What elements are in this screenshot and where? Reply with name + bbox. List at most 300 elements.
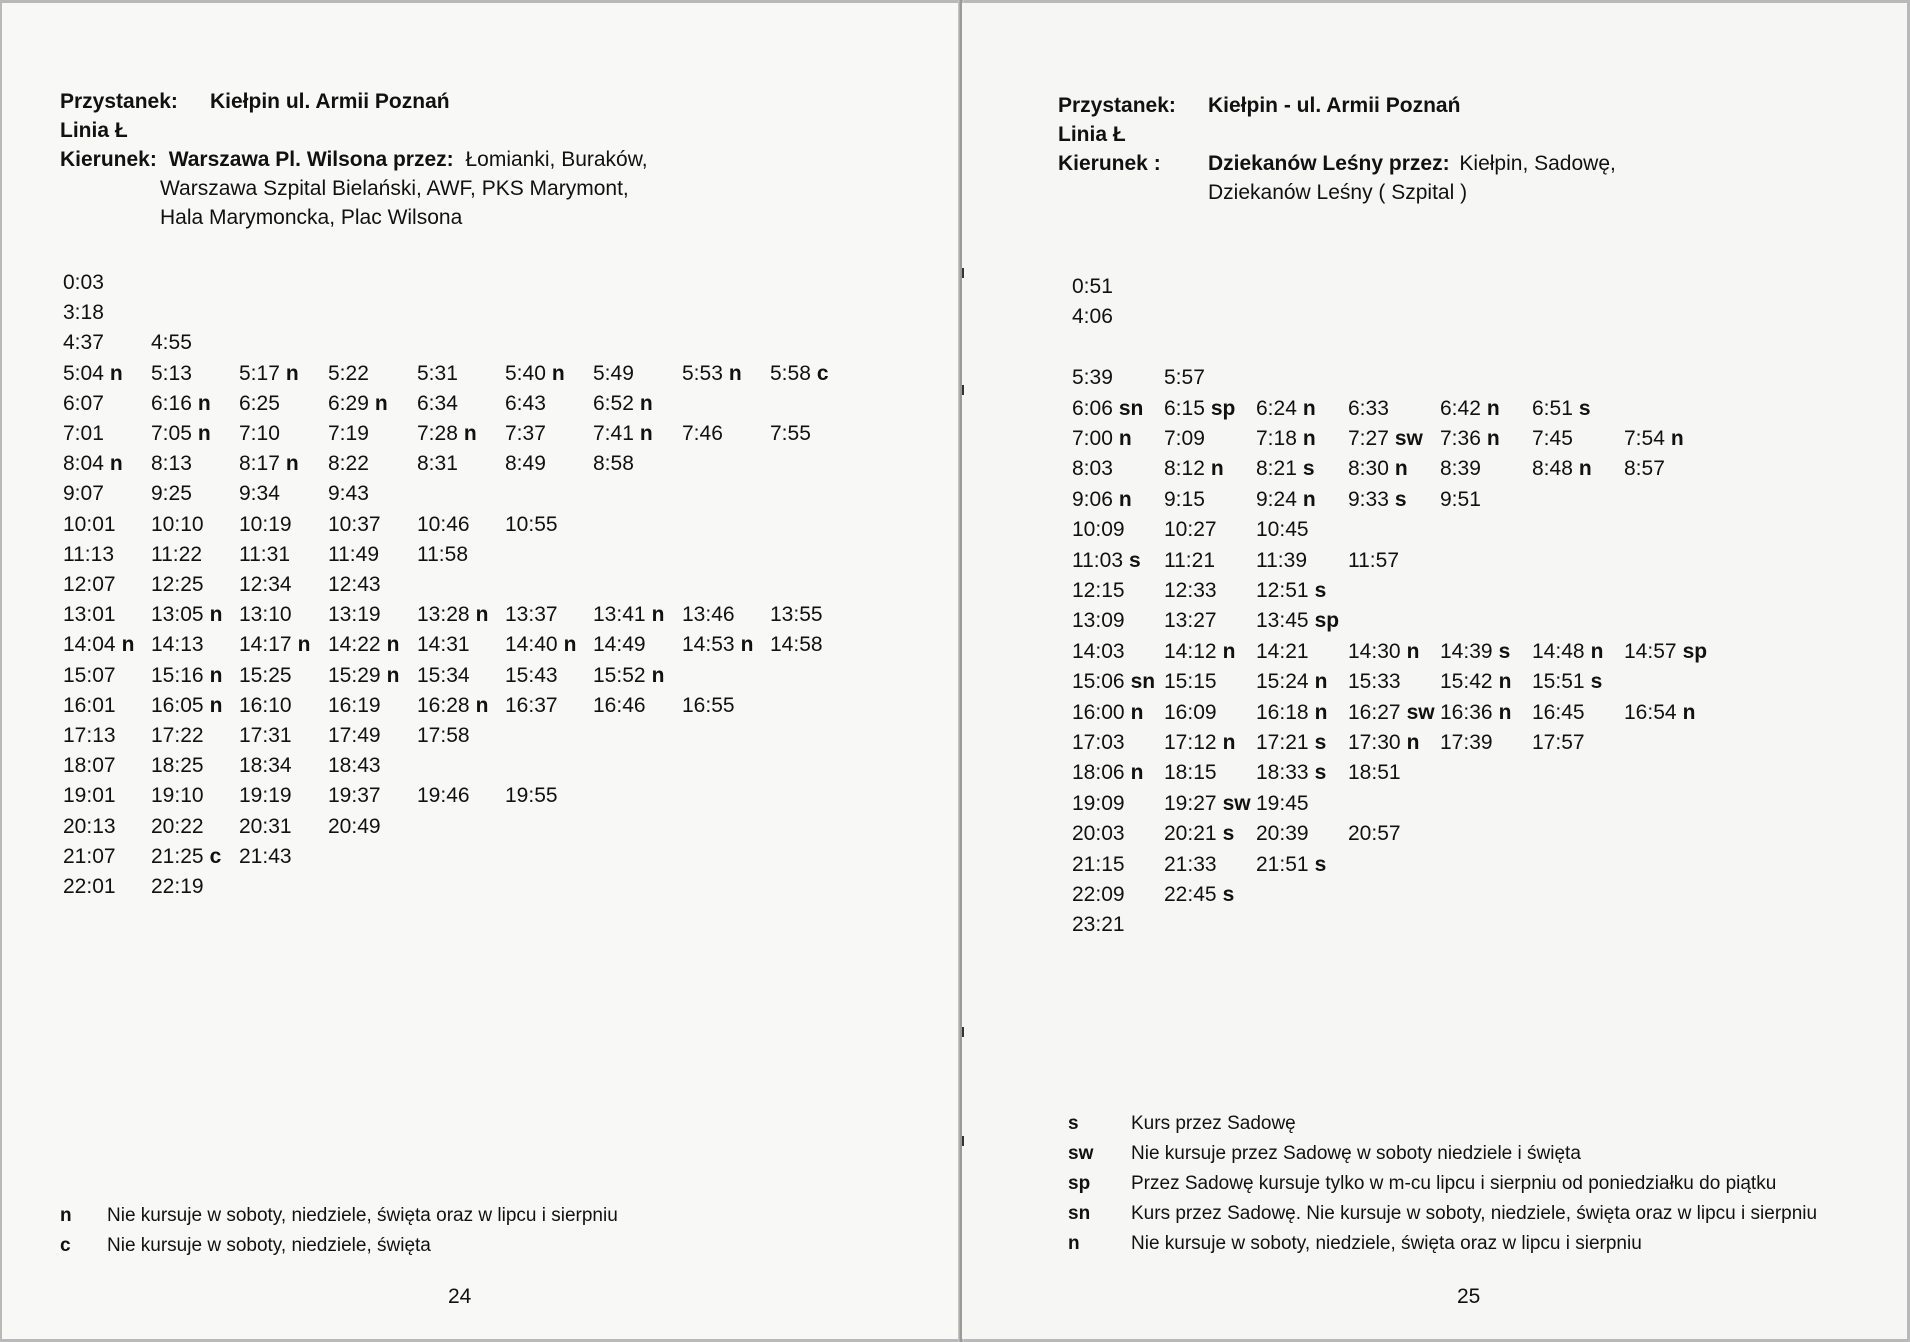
departure-time: 10:46 bbox=[417, 512, 470, 536]
direction-label: Kierunek: bbox=[60, 148, 157, 171]
departure-time: 15:29 n bbox=[328, 663, 400, 687]
departure-time: 9:51 bbox=[1440, 487, 1481, 511]
departure-time: 14:04 n bbox=[63, 633, 135, 657]
gutter-mark bbox=[962, 1136, 964, 1146]
departure-time: 16:10 bbox=[239, 693, 292, 717]
departure-note-code: sn bbox=[1118, 396, 1144, 420]
direction-label: Kierunek : bbox=[1058, 152, 1161, 175]
departure-note-code: s bbox=[1394, 487, 1407, 511]
departure-note-code: n bbox=[639, 422, 653, 445]
departure-time: 5:22 bbox=[328, 361, 369, 385]
departure-note-code: n bbox=[209, 663, 223, 687]
gutter-mark bbox=[962, 1027, 964, 1037]
departure-time: 11:49 bbox=[328, 542, 379, 566]
departure-time: 13:09 bbox=[1072, 609, 1125, 633]
legend-key: sp bbox=[1068, 1173, 1091, 1194]
departure-time: 6:52 n bbox=[593, 391, 653, 415]
departure-time: 8:13 bbox=[151, 452, 192, 476]
departure-time: 8:58 bbox=[593, 452, 634, 476]
departure-time: 13:28 n bbox=[417, 603, 489, 627]
departure-time: 8:22 bbox=[328, 452, 369, 476]
legend-text: Kurs przez Sadowę. Nie kursuje w soboty, niedziele, święta oraz w lipcu i sierpniu bbox=[1131, 1203, 1818, 1224]
departure-note-code: n bbox=[1486, 396, 1500, 420]
departure-note-code: n bbox=[209, 603, 223, 627]
departure-time: 18:07 bbox=[63, 754, 116, 778]
departure-time: 14:40 n bbox=[505, 633, 577, 657]
departure-time: 16:45 bbox=[1532, 700, 1585, 724]
departure-time: 13:19 bbox=[328, 603, 381, 627]
departure-time: 13:55 bbox=[770, 603, 823, 627]
departure-time: 11:13 bbox=[63, 542, 114, 566]
departure-time: 7:46 bbox=[682, 422, 723, 445]
departure-note-code: n bbox=[1118, 487, 1132, 511]
stop-name: Kiełpin ul. Armii Poznań bbox=[210, 90, 450, 113]
departure-note-code: n bbox=[386, 633, 400, 657]
departure-note-code: s bbox=[1590, 670, 1603, 694]
departure-time: 13:05 n bbox=[151, 603, 223, 627]
departure-time: 15:15 bbox=[1164, 670, 1217, 694]
departure-time: 17:39 bbox=[1440, 731, 1493, 754]
departure-time: 17:12 n bbox=[1164, 731, 1236, 754]
departure-note-code: n bbox=[1210, 457, 1224, 481]
departure-note-code: n bbox=[1578, 457, 1592, 481]
departure-note-code: sp bbox=[1210, 396, 1236, 420]
departure-time: 14:49 bbox=[593, 633, 646, 657]
departure-time: 16:19 bbox=[328, 693, 381, 717]
departure-time: 16:09 bbox=[1164, 700, 1217, 724]
departure-time: 18:06 n bbox=[1072, 761, 1144, 785]
departure-time: 4:06 bbox=[1072, 305, 1113, 329]
departure-time: 8:31 bbox=[417, 452, 458, 476]
departure-time: 6:15 sp bbox=[1164, 396, 1236, 420]
departure-time: 13:01 bbox=[63, 603, 116, 627]
departure-note-code: sp bbox=[1682, 639, 1708, 663]
departure-note-code: n bbox=[1682, 700, 1696, 724]
departure-time: 20:13 bbox=[63, 814, 116, 838]
departure-time: 9:24 n bbox=[1256, 487, 1316, 511]
departure-note-code: n bbox=[197, 391, 211, 415]
departure-note-code: n bbox=[551, 361, 565, 385]
departure-time: 21:51 s bbox=[1256, 852, 1327, 876]
departure-time: 15:51 s bbox=[1532, 670, 1603, 694]
departure-time: 13:41 n bbox=[593, 603, 665, 627]
departure-time: 19:37 bbox=[328, 784, 381, 808]
departure-time: 10:37 bbox=[328, 512, 381, 536]
departure-time: 15:43 bbox=[505, 663, 558, 687]
direction-name: Dziekanów Leśny przez: bbox=[1208, 152, 1450, 175]
departure-time: 18:33 s bbox=[1256, 761, 1327, 785]
departure-time: 19:45 bbox=[1256, 791, 1309, 815]
departure-time: 10:01 bbox=[63, 512, 116, 536]
departure-time: 6:06 sn bbox=[1072, 396, 1144, 420]
departure-note-code: n bbox=[1222, 639, 1236, 663]
departure-time: 0:03 bbox=[63, 271, 104, 294]
departure-time: 19:55 bbox=[505, 784, 558, 808]
departure-time: 9:33 s bbox=[1348, 487, 1407, 511]
departure-time: 5:58 c bbox=[770, 361, 829, 385]
departure-time: 13:45 sp bbox=[1256, 609, 1340, 633]
departure-note-code: n bbox=[639, 391, 653, 415]
departure-time: 5:13 bbox=[151, 361, 192, 385]
departure-time: 10:09 bbox=[1072, 518, 1125, 542]
departure-time: 8:39 bbox=[1440, 457, 1481, 481]
departure-time: 6:07 bbox=[63, 391, 104, 415]
departure-note-code: s bbox=[1302, 457, 1315, 481]
departure-note-code: n bbox=[563, 633, 577, 657]
departure-time: 13:46 bbox=[682, 603, 735, 627]
departure-time: 20:03 bbox=[1072, 822, 1125, 846]
left-page bbox=[2, 3, 960, 1339]
departure-time: 20:39 bbox=[1256, 822, 1309, 846]
line-label: Linia Ł bbox=[1058, 123, 1126, 146]
departure-time: 22:01 bbox=[63, 875, 116, 898]
departure-note-code: n bbox=[1670, 427, 1684, 450]
departure-note-code: n bbox=[1130, 700, 1144, 724]
via-line-2: Warszawa Szpital Bielański, AWF, PKS Marymont, bbox=[160, 177, 629, 200]
departure-time: 14:17 n bbox=[239, 633, 311, 657]
departure-note-code: n bbox=[285, 452, 299, 476]
departure-time: 14:39 s bbox=[1440, 639, 1511, 663]
departure-time: 21:25 c bbox=[151, 844, 222, 868]
departure-time: 9:34 bbox=[239, 482, 280, 506]
departure-time: 18:43 bbox=[328, 754, 381, 778]
departure-time: 6:29 n bbox=[328, 391, 388, 415]
departure-time: 6:51 s bbox=[1532, 396, 1591, 420]
departure-time: 10:27 bbox=[1164, 518, 1217, 542]
departure-note-code: n bbox=[728, 361, 742, 385]
departure-time: 14:12 n bbox=[1164, 639, 1236, 663]
departure-time: 7:05 n bbox=[151, 422, 211, 445]
departure-note-code: sw bbox=[1394, 427, 1423, 450]
legend-key: s bbox=[1068, 1113, 1079, 1134]
departure-time: 16:46 bbox=[593, 693, 646, 717]
departure-note-code: s bbox=[1129, 548, 1141, 572]
departure-time: 11:21 bbox=[1164, 548, 1215, 572]
departure-note-code: n bbox=[1498, 700, 1512, 724]
departure-time: 14:30 n bbox=[1348, 639, 1420, 663]
departure-time: 12:43 bbox=[328, 573, 381, 596]
departure-time: 7:36 n bbox=[1440, 427, 1500, 450]
departure-note-code: s bbox=[1222, 822, 1235, 846]
departure-note-code: n bbox=[1302, 487, 1316, 511]
stop-label: Przystanek: bbox=[60, 90, 178, 113]
gutter-mark bbox=[962, 268, 964, 278]
departure-note-code: n bbox=[1486, 427, 1500, 450]
departure-time: 9:06 n bbox=[1072, 487, 1132, 511]
departure-time: 9:07 bbox=[63, 482, 104, 506]
departure-note-code: n bbox=[109, 361, 123, 385]
departure-note-code: sw bbox=[1222, 791, 1251, 815]
via-line-3: Hala Marymoncka, Plac Wilsona bbox=[160, 206, 463, 229]
departure-time: 23:21 bbox=[1072, 913, 1125, 937]
departure-note-code: s bbox=[1222, 883, 1235, 906]
departure-time: 16:00 n bbox=[1072, 700, 1144, 724]
departure-time: 17:30 n bbox=[1348, 731, 1420, 754]
departure-time: 20:49 bbox=[328, 814, 381, 838]
departure-time: 6:43 bbox=[505, 391, 546, 415]
legend-text: Nie kursuje przez Sadowę w soboty niedziele i święta bbox=[1131, 1143, 1581, 1164]
departure-time: 20:57 bbox=[1348, 822, 1401, 846]
departure-time: 14:22 n bbox=[328, 633, 400, 657]
departure-note-code: n bbox=[740, 633, 754, 657]
departure-time: 15:06 sn bbox=[1072, 670, 1156, 694]
departure-time: 12:51 s bbox=[1256, 579, 1327, 602]
departure-note-code: n bbox=[1130, 761, 1144, 785]
right-header bbox=[1058, 91, 1616, 207]
departure-time: 6:42 n bbox=[1440, 396, 1500, 420]
departure-time: 13:27 bbox=[1164, 609, 1217, 633]
departure-time: 17:49 bbox=[328, 724, 381, 747]
departure-time: 7:55 bbox=[770, 422, 811, 445]
legend-key: n bbox=[60, 1205, 72, 1226]
departure-time: 16:01 bbox=[63, 693, 116, 717]
departure-time: 7:28 n bbox=[417, 422, 477, 445]
departure-time: 14:48 n bbox=[1532, 639, 1604, 663]
direction-name: Warszawa Pl. Wilsona przez: bbox=[168, 148, 454, 171]
departure-time: 21:15 bbox=[1072, 852, 1125, 876]
departure-time: 11:58 bbox=[417, 542, 468, 566]
departure-time: 7:45 bbox=[1532, 427, 1573, 450]
departure-note-code: n bbox=[386, 663, 400, 687]
departure-note-code: s bbox=[1498, 639, 1511, 663]
departure-time: 5:53 n bbox=[682, 361, 742, 385]
departure-time: 13:10 bbox=[239, 603, 292, 627]
departure-time: 8:17 n bbox=[239, 452, 299, 476]
departure-time: 6:24 n bbox=[1256, 396, 1316, 420]
departure-time: 8:21 s bbox=[1256, 457, 1315, 481]
departure-note-code: n bbox=[197, 422, 211, 445]
departure-time: 16:55 bbox=[682, 693, 735, 717]
stop-name: Kiełpin - ul. Armii Poznań bbox=[1208, 94, 1461, 117]
departure-note-code: n bbox=[463, 422, 477, 445]
departure-time: 17:03 bbox=[1072, 731, 1125, 754]
departure-time: 10:10 bbox=[151, 512, 204, 536]
departure-time: 11:39 bbox=[1256, 548, 1307, 572]
departure-time: 11:57 bbox=[1348, 548, 1399, 572]
legend-text: Przez Sadowę kursuje tylko w m-cu lipcu i sierpniu od poniedziałku do piątku bbox=[1131, 1173, 1777, 1194]
departure-time: 16:54 n bbox=[1624, 700, 1696, 724]
departure-time: 22:45 s bbox=[1164, 883, 1235, 906]
gutter-mark bbox=[962, 385, 964, 395]
departure-note-code: c bbox=[816, 361, 829, 385]
departure-note-code: n bbox=[1302, 396, 1316, 420]
departure-time: 5:17 n bbox=[239, 361, 299, 385]
departure-time: 20:31 bbox=[239, 814, 292, 838]
via-line-2: Dziekanów Leśny ( Szpital ) bbox=[1208, 181, 1468, 204]
departure-time: 20:22 bbox=[151, 814, 204, 838]
departure-time: 19:01 bbox=[63, 784, 116, 808]
departure-time: 14:57 sp bbox=[1624, 639, 1708, 663]
departure-time: 6:34 bbox=[417, 391, 458, 415]
departure-time: 8:12 n bbox=[1164, 457, 1224, 481]
departure-time: 0:51 bbox=[1072, 275, 1113, 298]
departure-time: 8:04 n bbox=[63, 452, 123, 476]
departure-note-code: n bbox=[1314, 700, 1328, 724]
departure-time: 19:27 sw bbox=[1164, 791, 1251, 815]
departure-note-code: n bbox=[109, 452, 123, 476]
departure-time: 13:37 bbox=[505, 603, 558, 627]
stop-label: Przystanek: bbox=[1058, 94, 1176, 117]
departure-time: 17:31 bbox=[239, 724, 292, 747]
departure-note-code: sn bbox=[1130, 670, 1156, 694]
departure-time: 15:52 n bbox=[593, 663, 665, 687]
departure-time: 15:25 bbox=[239, 663, 292, 687]
departure-time: 14:13 bbox=[151, 633, 204, 657]
right-page bbox=[962, 3, 1907, 1339]
legend-key: c bbox=[60, 1235, 71, 1256]
departure-time: 16:18 n bbox=[1256, 700, 1328, 724]
departure-note-code: n bbox=[1406, 639, 1420, 663]
departure-time: 21:43 bbox=[239, 844, 292, 868]
departure-note-code: n bbox=[121, 633, 135, 657]
legend-key: sn bbox=[1068, 1203, 1091, 1224]
departure-time: 11:03 s bbox=[1072, 548, 1141, 572]
departure-note-code: sp bbox=[1314, 609, 1340, 633]
departure-time: 18:15 bbox=[1164, 761, 1217, 785]
departure-time: 16:36 n bbox=[1440, 700, 1512, 724]
departure-note-code: n bbox=[1222, 731, 1236, 754]
departure-time: 11:31 bbox=[239, 542, 290, 566]
departure-time: 8:49 bbox=[505, 452, 546, 476]
departure-note-code: n bbox=[1498, 670, 1512, 694]
departure-time: 5:31 bbox=[417, 361, 458, 385]
departure-note-code: sw bbox=[1406, 700, 1435, 724]
departure-note-code: n bbox=[475, 693, 489, 717]
departure-time: 7:37 bbox=[505, 422, 546, 445]
departure-time: 12:34 bbox=[239, 573, 292, 596]
departure-time: 14:03 bbox=[1072, 639, 1125, 663]
departure-time: 4:55 bbox=[151, 331, 192, 355]
departure-time: 5:04 n bbox=[63, 361, 123, 385]
departure-time: 22:09 bbox=[1072, 883, 1125, 906]
legend-text: Kurs przez Sadowę bbox=[1131, 1113, 1296, 1134]
departure-time: 15:24 n bbox=[1256, 670, 1328, 694]
departure-time: 10:45 bbox=[1256, 518, 1309, 542]
departure-note-code: n bbox=[1406, 731, 1420, 754]
departure-note-code: n bbox=[651, 663, 665, 687]
departure-time: 7:00 n bbox=[1072, 427, 1132, 450]
left-header bbox=[60, 87, 648, 232]
departure-note-code: s bbox=[1314, 579, 1327, 602]
departure-note-code: n bbox=[1314, 670, 1328, 694]
departure-time: 17:57 bbox=[1532, 731, 1585, 754]
departure-time: 7:10 bbox=[239, 422, 280, 445]
departure-time: 17:21 s bbox=[1256, 731, 1327, 754]
departure-time: 14:58 bbox=[770, 633, 823, 657]
departure-time: 19:19 bbox=[239, 784, 292, 808]
departure-time: 11:22 bbox=[151, 542, 202, 566]
departure-time: 16:37 bbox=[505, 693, 558, 717]
departure-time: 17:22 bbox=[151, 724, 204, 747]
legend-text: Nie kursuje w soboty, niedziele, święta oraz w lipcu i sierpniu bbox=[1131, 1233, 1642, 1254]
departure-time: 7:18 n bbox=[1256, 427, 1316, 450]
departure-time: 12:15 bbox=[1072, 579, 1125, 602]
departure-time: 8:03 bbox=[1072, 457, 1113, 481]
departure-note-code: n bbox=[651, 603, 665, 627]
departure-time: 17:58 bbox=[417, 724, 470, 747]
departure-note-code: s bbox=[1314, 852, 1327, 876]
page-number: 25 bbox=[1457, 1285, 1481, 1308]
departure-time: 8:30 n bbox=[1348, 457, 1408, 481]
departure-time: 7:27 sw bbox=[1348, 427, 1423, 450]
line-label: Linia Ł bbox=[60, 119, 128, 142]
departure-time: 16:27 sw bbox=[1348, 700, 1435, 724]
departure-note-code: s bbox=[1314, 731, 1327, 754]
departure-time: 12:07 bbox=[63, 573, 116, 596]
departure-note-code: s bbox=[1314, 761, 1327, 785]
departure-time: 3:18 bbox=[63, 301, 104, 325]
departure-time: 10:55 bbox=[505, 512, 558, 536]
departure-time: 7:54 n bbox=[1624, 427, 1684, 450]
departure-time: 20:21 s bbox=[1164, 822, 1235, 846]
departure-note-code: s bbox=[1578, 396, 1591, 420]
departure-time: 15:16 n bbox=[151, 663, 223, 687]
departure-time: 6:33 bbox=[1348, 396, 1389, 420]
departure-time: 10:19 bbox=[239, 512, 292, 536]
departure-time: 7:01 bbox=[63, 422, 104, 445]
departure-time: 4:37 bbox=[63, 331, 104, 355]
departure-note-code: n bbox=[1394, 457, 1408, 481]
departure-time: 14:21 bbox=[1256, 639, 1309, 663]
departure-time: 19:10 bbox=[151, 784, 204, 808]
departure-time: 9:15 bbox=[1164, 487, 1205, 511]
departure-time: 15:07 bbox=[63, 663, 116, 687]
departure-time: 19:46 bbox=[417, 784, 470, 808]
departure-note-code: n bbox=[209, 693, 223, 717]
departure-time: 7:09 bbox=[1164, 427, 1205, 450]
departure-time: 5:39 bbox=[1072, 366, 1113, 390]
departure-time: 14:31 bbox=[417, 633, 470, 657]
departure-time: 21:07 bbox=[63, 844, 116, 868]
departure-note-code: n bbox=[297, 633, 311, 657]
page-number: 24 bbox=[448, 1285, 472, 1308]
departure-note-code: n bbox=[285, 361, 299, 385]
departure-time: 16:05 n bbox=[151, 693, 223, 717]
legend-key: n bbox=[1068, 1233, 1080, 1254]
departure-note-code: c bbox=[209, 844, 222, 868]
via-line-1: Kiełpin, Sadowę, bbox=[1459, 152, 1616, 175]
departure-time: 19:09 bbox=[1072, 791, 1125, 815]
departure-time: 22:19 bbox=[151, 875, 204, 898]
departure-time: 15:34 bbox=[417, 663, 470, 687]
departure-time: 16:28 n bbox=[417, 693, 489, 717]
departure-time: 18:51 bbox=[1348, 761, 1401, 785]
departure-note-code: n bbox=[1590, 639, 1604, 663]
departure-time: 21:33 bbox=[1164, 852, 1217, 876]
departure-time: 9:25 bbox=[151, 482, 192, 506]
departure-time: 5:57 bbox=[1164, 366, 1205, 390]
departure-time: 9:43 bbox=[328, 482, 369, 506]
departure-time: 15:33 bbox=[1348, 670, 1401, 694]
departure-time: 7:41 n bbox=[593, 422, 653, 445]
departure-time: 8:48 n bbox=[1532, 457, 1592, 481]
departure-time: 15:42 n bbox=[1440, 670, 1512, 694]
departure-time: 17:13 bbox=[63, 724, 116, 747]
departure-note-code: n bbox=[475, 603, 489, 627]
departure-time: 14:53 n bbox=[682, 633, 754, 657]
departure-time: 18:34 bbox=[239, 754, 292, 778]
via-line-1: Łomianki, Buraków, bbox=[465, 148, 648, 171]
legend-text: Nie kursuje w soboty, niedziele, święta bbox=[107, 1235, 431, 1256]
departure-note-code: n bbox=[1118, 427, 1132, 450]
departure-time: 7:19 bbox=[328, 422, 369, 445]
legend-text: Nie kursuje w soboty, niedziele, święta oraz w lipcu i sierpniu bbox=[107, 1205, 618, 1226]
departure-time: 6:16 n bbox=[151, 391, 211, 415]
departure-time: 8:57 bbox=[1624, 457, 1665, 481]
legend-key: sw bbox=[1068, 1143, 1094, 1164]
departure-time: 12:33 bbox=[1164, 579, 1217, 602]
departure-time: 6:25 bbox=[239, 391, 280, 415]
